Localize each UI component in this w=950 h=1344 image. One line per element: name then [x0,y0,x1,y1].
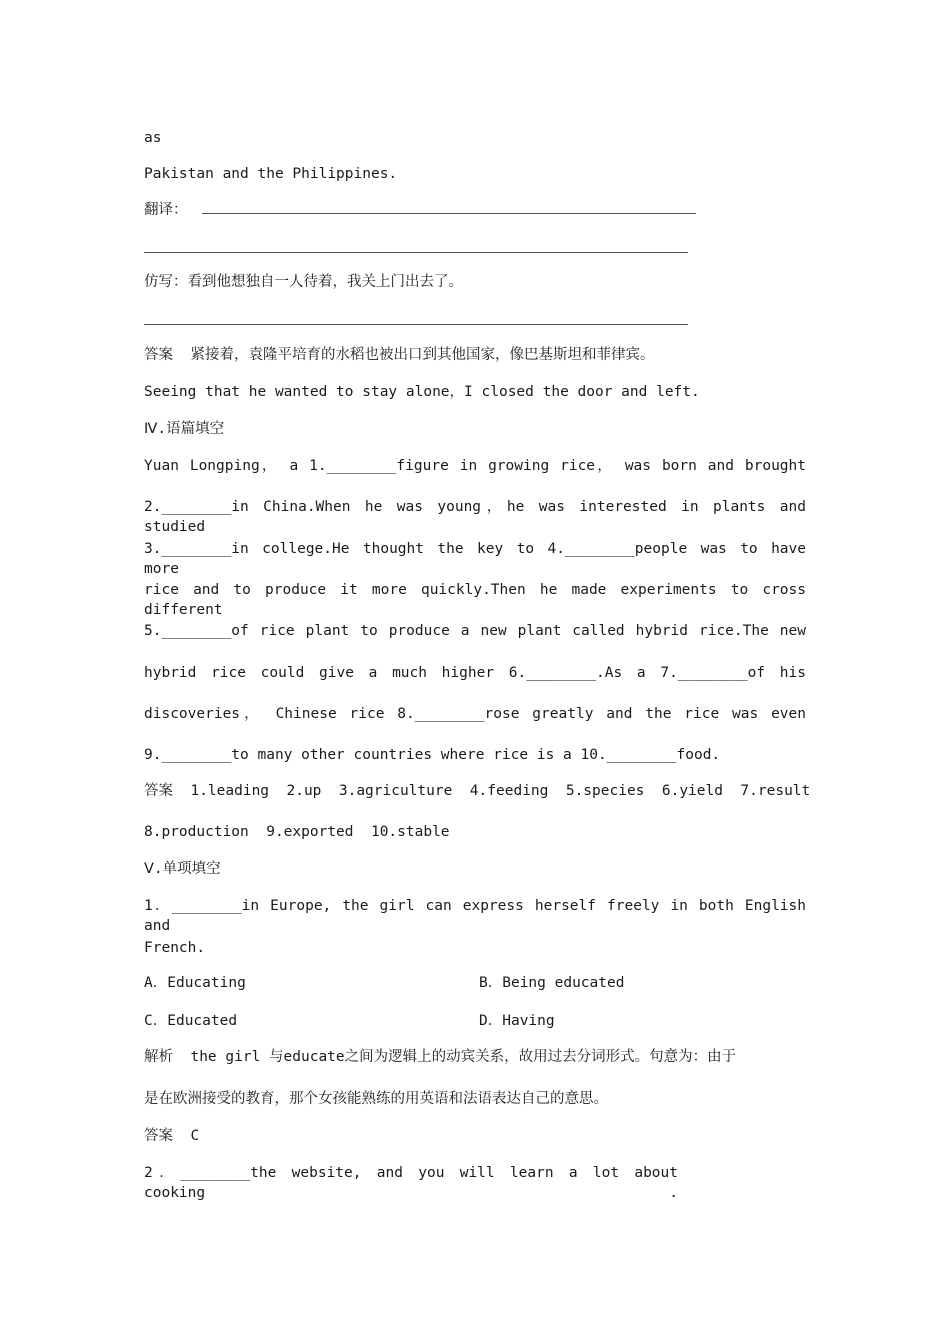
imitate-blank-line[interactable] [144,324,688,325]
question-1-stem-cont: French. [144,940,206,956]
section4-answer-line-1: 答案 1.leading 2.up 3.agriculture 4.feeding 5.species 6.yield 7.result [144,783,811,799]
option-b[interactable]: B．Being educated [479,975,625,991]
passage-line: 9.________to many other countries where rice is a 10.________food. [144,747,721,763]
section-heading-4: Ⅳ.语篇填空 [144,421,225,437]
translate-label: 翻译： [144,202,188,218]
text-line: as [144,130,162,146]
passage-line: 5.________of rice plant to produce a new plant called hybrid rice.The new [144,623,806,639]
section-heading-5: Ⅴ.单项填空 [144,861,221,877]
section4-answer-line-2: 8.production 9.exported 10.stable [144,824,450,840]
question-1-stem: 1．________in Europe, the girl can express herself freely in both English and [144,898,806,934]
passage-line: discoveries， Chinese rice 8.________rose greatly and the rice was even [144,706,806,722]
imitate-prompt: 仿写：看到他想独自一人待着，我关上门出去了。 [144,274,463,290]
passage-line: hybrid rice could give a much higher 6.________.As a 7.________of his [144,665,806,681]
answer-label: 答案 [144,347,173,363]
translate-blank-line-1[interactable] [202,213,696,214]
passage-line: 2.________in China.When he was young，he was interested in plants and studied [144,499,806,535]
passage-line: Yuan Longping， a 1.________figure in growing rice， was born and brought [144,458,806,474]
question-2-stem: 2．________the website, and you will learn a lot about cooking . [144,1165,678,1201]
option-c[interactable]: C．Educated [144,1013,238,1029]
option-a[interactable]: A．Educating [144,975,246,991]
analysis-line-2: 是在欧洲接受的教育，那个女孩能熟练的用英语和法语表达自己的意思。 [144,1091,608,1107]
passage-line: 3.________in college.He thought the key to 4.________people was to have more [144,541,806,577]
passage-line: rice and to produce it more quickly.Then he made experiments to cross different [144,582,806,618]
answer-cn [144,345,654,365]
analysis-line-1: 解析 the girl 与educate之间为逻辑上的动宾关系，故用过去分词形式。句意为：由于 [144,1049,737,1065]
translate-blank-line-2[interactable] [144,252,688,253]
answer-en: Seeing that he wanted to stay alone，I closed the door and left. [144,384,700,400]
answer-cn-text: 紧接着，袁隆平培育的水稻也被出口到其他国家，像巴基斯坦和菲律宾。 [190,347,655,363]
question-1-answer: 答案 C [144,1128,200,1144]
option-d[interactable]: D．Having [479,1013,555,1029]
text-line: Pakistan and the Philippines. [144,166,398,182]
